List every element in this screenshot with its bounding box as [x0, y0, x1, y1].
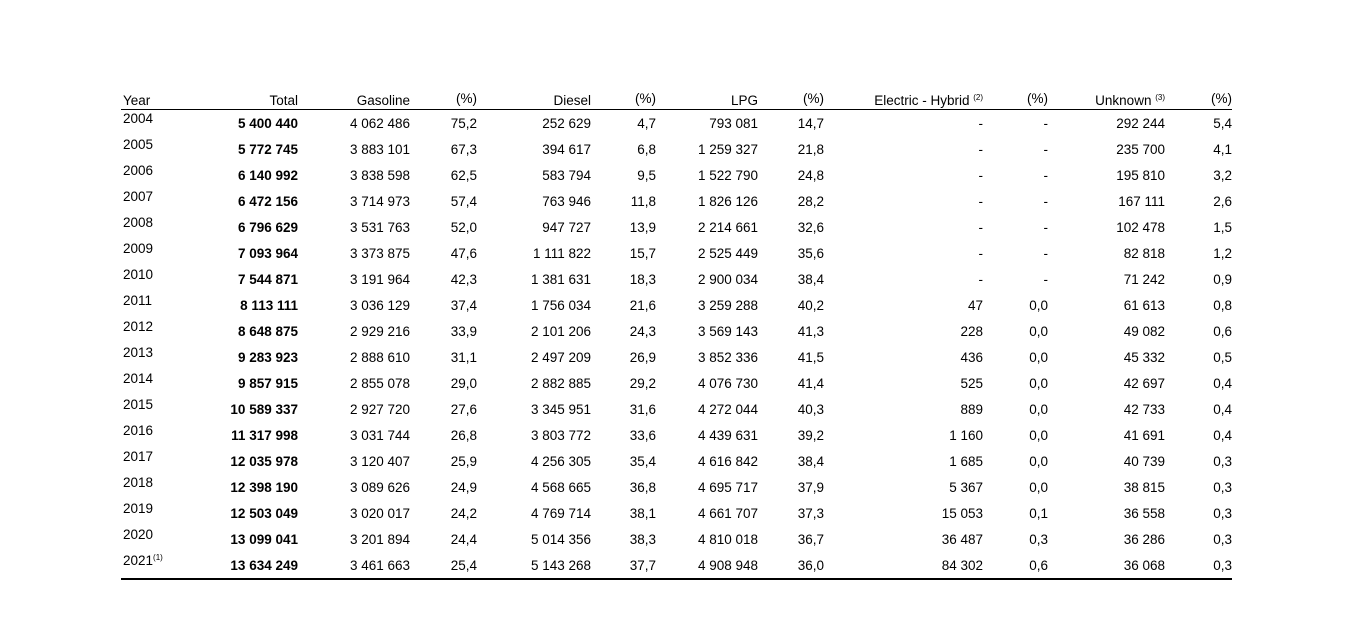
cell-lpg-pct: 24,8: [797, 167, 824, 183]
cell-total: 6 140 992: [237, 167, 298, 183]
cell-total: 8 648 875: [237, 323, 298, 339]
cell-lpg: 3 569 143: [697, 323, 758, 339]
table-row: [121, 552, 1232, 579]
cell-unknown-pct: 0,4: [1213, 375, 1232, 391]
cell-gasoline: 3 031 744: [349, 427, 410, 443]
cell-gasoline-pct: 25,4: [410, 552, 477, 579]
cell-year: [121, 448, 176, 474]
cell-total: 9 283 923: [237, 349, 298, 365]
cell-diesel: 4 568 665: [530, 479, 591, 495]
cell-unknown: 36 286: [1123, 531, 1165, 547]
cell-diesel: 5 143 268: [477, 552, 591, 579]
cell-year: [121, 552, 176, 579]
cell-lpg: 4 272 044: [697, 401, 758, 417]
cell-gasoline: 3 714 973: [349, 193, 410, 209]
year-label: 2008: [123, 215, 154, 230]
cell-gasoline: 3 120 407: [349, 453, 410, 469]
cell-unknown-pct: 1,2: [1213, 245, 1232, 261]
year-label: 2011: [123, 293, 153, 308]
cell-gasoline: 3 373 875: [349, 245, 410, 261]
cell-gasoline-pct: 24,2: [450, 505, 477, 521]
cell-unknown: 61 613: [1123, 297, 1165, 313]
cell-gasoline: 3 036 129: [349, 297, 410, 313]
cell-electric-hybrid: -: [978, 271, 983, 287]
cell-total: 11 317 998: [231, 427, 298, 443]
cell-lpg-pct: 38,4: [797, 453, 824, 469]
cell-total: 12 035 978: [230, 453, 298, 469]
cell-diesel: 2 497 209: [530, 349, 591, 365]
cell-gasoline-pct: 52,0: [450, 219, 477, 235]
cell-unknown: 235 700: [1116, 141, 1165, 157]
cell-electric-hybrid: 84 302: [824, 552, 983, 579]
header-electric-hybrid-footnote: (2): [973, 93, 983, 102]
header-electric-hybrid-label: Electric - Hybrid: [874, 93, 970, 108]
cell-lpg-pct: 36,7: [797, 531, 824, 547]
cell-electric-hybrid: -: [978, 219, 983, 235]
cell-diesel-pct: 31,6: [629, 401, 656, 417]
cell-lpg: 4 616 842: [697, 453, 758, 469]
cell-electric-hybrid: 1 160: [949, 427, 983, 443]
cell-gasoline: 3 883 101: [349, 141, 410, 157]
year-label: 2009: [123, 241, 154, 256]
cell-electric-pct: 0,0: [1029, 323, 1048, 339]
cell-year: [121, 344, 176, 370]
table-row: [121, 500, 1232, 526]
cell-total: 13 099 041: [230, 531, 298, 547]
cell-unknown: 42 697: [1123, 375, 1165, 391]
table-row: [121, 162, 1232, 188]
cell-electric-pct: 0,0: [1029, 401, 1048, 417]
cell-electric-pct: 0,1: [1029, 505, 1048, 521]
cell-gasoline-pct: 31,1: [450, 349, 477, 365]
cell-unknown-pct: 0,9: [1213, 271, 1232, 287]
cell-lpg: 1 259 327: [697, 141, 758, 157]
cell-year: [121, 214, 176, 240]
cell-lpg: 793 081: [709, 115, 758, 131]
header-lpg-pct: (%): [758, 86, 824, 108]
year-label: 2004: [123, 111, 154, 126]
cell-electric-pct: 0,6: [983, 552, 1048, 579]
cell-diesel-pct: 13,9: [629, 219, 656, 235]
cell-year: [121, 396, 176, 422]
cell-diesel: 947 727: [542, 219, 591, 235]
cell-total: 12 503 049: [230, 505, 298, 521]
cell-total: 8 113 111: [240, 297, 298, 313]
cell-gasoline-pct: 67,3: [450, 141, 477, 157]
cell-gasoline-pct: 62,5: [450, 167, 477, 183]
cell-gasoline-pct: 57,4: [450, 193, 477, 209]
cell-gasoline: 4 062 486: [349, 115, 410, 131]
cell-electric-hybrid: 1 685: [949, 453, 983, 469]
cell-unknown-pct: 1,5: [1213, 219, 1232, 235]
cell-gasoline: 3 461 663: [298, 552, 410, 579]
cell-unknown-pct: 0,3: [1213, 453, 1232, 469]
year-label: 2015: [123, 397, 154, 412]
cell-electric-pct: 0,0: [1029, 427, 1048, 443]
table-row: [121, 474, 1232, 500]
cell-lpg: 4 908 948: [656, 552, 758, 579]
cell-diesel-pct: 24,3: [629, 323, 656, 339]
cell-unknown-pct: 0,3: [1213, 505, 1232, 521]
cell-year: [121, 422, 176, 448]
cell-diesel-pct: 6,8: [637, 141, 656, 157]
cell-unknown: 38 815: [1123, 479, 1165, 495]
cell-gasoline-pct: 24,9: [450, 479, 477, 495]
table-row: [121, 448, 1232, 474]
cell-year: [121, 136, 176, 162]
cell-unknown-pct: 0,5: [1213, 349, 1232, 365]
year-label: 2018: [123, 475, 154, 490]
cell-total: 5 772 745: [237, 141, 298, 157]
cell-unknown: 167 111: [1118, 193, 1165, 209]
cell-electric-hybrid: 15 053: [941, 505, 983, 521]
cell-lpg-pct: 21,8: [797, 141, 824, 157]
cell-gasoline-pct: 25,9: [450, 453, 477, 469]
table-row: [121, 526, 1232, 552]
cell-gasoline: 3 191 964: [349, 271, 410, 287]
cell-unknown: 49 082: [1123, 323, 1165, 339]
cell-lpg: 4 439 631: [697, 427, 758, 443]
table-row: [121, 214, 1232, 240]
cell-year: [121, 162, 176, 188]
year-label: 2005: [123, 137, 154, 152]
cell-gasoline: 2 927 720: [349, 401, 410, 417]
table-row: [121, 136, 1232, 162]
cell-electric-hybrid: 889: [960, 401, 983, 417]
cell-diesel: 5 014 356: [530, 531, 591, 547]
cell-lpg: 2 525 449: [697, 245, 758, 261]
cell-electric-pct: -: [1043, 167, 1048, 183]
cell-unknown: 36 068: [1048, 552, 1165, 579]
table-row: [121, 292, 1232, 318]
year-footnote: (1): [153, 553, 163, 562]
cell-year: [121, 240, 176, 266]
cell-unknown-pct: 5,4: [1213, 115, 1232, 131]
cell-lpg: 4 076 730: [697, 375, 758, 391]
cell-electric-pct: -: [1043, 193, 1048, 209]
cell-unknown-pct: 4,1: [1213, 141, 1232, 157]
cell-lpg-pct: 41,4: [797, 375, 824, 391]
year-label: 2019: [123, 501, 154, 516]
cell-unknown-pct: 3,2: [1213, 167, 1232, 183]
vehicle-fuel-table: [121, 88, 1232, 580]
cell-lpg-pct: 38,4: [797, 271, 824, 287]
cell-diesel: 3 803 772: [530, 427, 591, 443]
header-diesel: Diesel: [477, 88, 591, 110]
cell-diesel: 2 101 206: [530, 323, 591, 339]
cell-gasoline-pct: 29,0: [450, 375, 477, 391]
header-unknown: [1048, 88, 1165, 110]
cell-unknown-pct: 0,4: [1213, 401, 1232, 417]
cell-diesel: 1 756 034: [530, 297, 591, 313]
cell-lpg-pct: 39,2: [797, 427, 824, 443]
cell-gasoline-pct: 24,4: [450, 531, 477, 547]
cell-lpg: 1 522 790: [697, 167, 758, 183]
cell-gasoline-pct: 27,6: [450, 401, 477, 417]
header-lpg: LPG: [656, 88, 758, 110]
table-row: [121, 240, 1232, 266]
cell-gasoline: 2 888 610: [349, 349, 410, 365]
cell-unknown: 36 558: [1123, 505, 1165, 521]
header-gasoline: Gasoline: [298, 88, 410, 110]
cell-diesel: 583 794: [542, 167, 591, 183]
cell-gasoline: 3 531 763: [349, 219, 410, 235]
cell-diesel-pct: 29,2: [629, 375, 656, 391]
year-label: 2010: [123, 267, 154, 282]
header-unknown-label: Unknown: [1095, 93, 1152, 108]
cell-diesel: 1 111 822: [532, 245, 591, 261]
year-label: 2006: [123, 163, 154, 178]
cell-unknown: 102 478: [1116, 219, 1165, 235]
cell-total: 6 796 629: [237, 219, 298, 235]
cell-lpg-pct: 37,3: [797, 505, 824, 521]
cell-gasoline: 2 929 216: [349, 323, 410, 339]
header-row: [121, 88, 1232, 110]
cell-gasoline: 2 855 078: [349, 375, 410, 391]
cell-unknown: 45 332: [1123, 349, 1165, 365]
header-total: Total: [176, 88, 298, 110]
cell-year: [121, 188, 176, 214]
cell-year: [121, 318, 176, 344]
cell-lpg-pct: 36,0: [758, 552, 824, 579]
cell-diesel-pct: 11,8: [630, 193, 656, 209]
cell-year: [121, 500, 176, 526]
cell-lpg: 4 810 018: [697, 531, 758, 547]
cell-electric-hybrid: 436: [960, 349, 983, 365]
header-diesel-pct: (%): [591, 86, 656, 108]
cell-diesel: 394 617: [542, 141, 591, 157]
cell-unknown-pct: 0,3: [1213, 479, 1232, 495]
cell-diesel-pct: 33,6: [629, 427, 656, 443]
cell-gasoline-pct: 75,2: [450, 115, 477, 131]
cell-gasoline-pct: 42,3: [450, 271, 477, 287]
cell-electric-hybrid: 5 367: [949, 479, 983, 495]
cell-electric-hybrid: 36 487: [941, 531, 983, 547]
cell-unknown: 292 244: [1116, 115, 1165, 131]
cell-diesel: 763 946: [542, 193, 591, 209]
table-row: [121, 370, 1232, 396]
cell-gasoline: 3 020 017: [349, 505, 410, 521]
cell-lpg-pct: 35,6: [797, 245, 824, 261]
table-body: [121, 110, 1232, 580]
cell-gasoline: 3 201 894: [349, 531, 410, 547]
year-label: 2020: [123, 527, 154, 542]
cell-diesel-pct: 36,8: [629, 479, 656, 495]
cell-unknown-pct: 0,8: [1213, 297, 1232, 313]
cell-lpg: 2 900 034: [697, 271, 758, 287]
cell-total: 9 857 915: [237, 375, 298, 391]
header-year: Year: [121, 88, 176, 110]
cell-lpg-pct: 41,5: [797, 349, 824, 365]
cell-diesel: 4 769 714: [530, 505, 591, 521]
cell-year: [121, 266, 176, 292]
cell-diesel: 1 381 631: [530, 271, 591, 287]
cell-year: [121, 474, 176, 500]
cell-year: [121, 292, 176, 318]
year-label: 2014: [123, 371, 154, 386]
cell-electric-hybrid: -: [978, 115, 983, 131]
cell-unknown: 42 733: [1123, 401, 1165, 417]
cell-electric-pct: 0,3: [1029, 531, 1048, 547]
cell-total: 6 472 156: [237, 193, 298, 209]
cell-total: 12 398 190: [230, 479, 298, 495]
table-row: [121, 110, 1232, 137]
cell-diesel-pct: 38,1: [629, 505, 656, 521]
cell-electric-pct: 0,0: [1029, 479, 1048, 495]
cell-lpg-pct: 32,6: [797, 219, 824, 235]
year-label: 2021: [123, 553, 154, 568]
header-electric-hybrid: [824, 88, 983, 110]
header-unknown-footnote: (3): [1155, 93, 1165, 102]
cell-electric-hybrid: -: [978, 245, 983, 261]
cell-gasoline-pct: 37,4: [450, 297, 477, 313]
cell-unknown: 71 242: [1123, 271, 1165, 287]
year-label: 2016: [123, 423, 154, 438]
cell-lpg-pct: 40,3: [797, 401, 824, 417]
header-gasoline-pct: (%): [410, 86, 477, 108]
cell-diesel: 3 345 951: [530, 401, 591, 417]
cell-unknown: 40 739: [1123, 453, 1165, 469]
cell-total: 5 400 440: [237, 115, 298, 131]
cell-unknown-pct: 0,3: [1213, 531, 1232, 547]
cell-diesel: 2 882 885: [530, 375, 591, 391]
cell-gasoline: 3 838 598: [349, 167, 410, 183]
cell-unknown-pct: 0,4: [1213, 427, 1232, 443]
cell-unknown-pct: 0,6: [1213, 323, 1232, 339]
table-row: [121, 188, 1232, 214]
cell-lpg: 4 695 717: [697, 479, 758, 495]
cell-unknown: 82 818: [1123, 245, 1165, 261]
cell-unknown-pct: 2,6: [1213, 193, 1232, 209]
year-label: 2017: [123, 449, 154, 464]
cell-diesel-pct: 15,7: [629, 245, 656, 261]
cell-electric-pct: 0,0: [1029, 349, 1048, 365]
cell-total: 7 093 964: [237, 245, 298, 261]
cell-gasoline: 3 089 626: [349, 479, 410, 495]
header-unknown-pct: (%): [1165, 86, 1232, 108]
cell-unknown-pct: 0,3: [1165, 552, 1232, 579]
cell-unknown: 195 810: [1116, 167, 1165, 183]
cell-electric-hybrid: 47: [967, 297, 983, 313]
cell-diesel-pct: 37,7: [591, 552, 656, 579]
cell-lpg: 1 826 126: [697, 193, 758, 209]
cell-electric-pct: 0,0: [1029, 297, 1048, 313]
cell-electric-hybrid: 525: [960, 375, 983, 391]
year-label: 2012: [123, 319, 154, 334]
cell-gasoline-pct: 47,6: [450, 245, 477, 261]
cell-electric-pct: -: [1043, 141, 1048, 157]
cell-total: 13 634 249: [176, 552, 298, 579]
cell-electric-pct: -: [1043, 115, 1048, 131]
cell-diesel-pct: 4,7: [637, 115, 656, 131]
cell-electric-hybrid: -: [978, 141, 983, 157]
cell-lpg-pct: 37,9: [797, 479, 824, 495]
cell-lpg-pct: 28,2: [797, 193, 824, 209]
table-row: [121, 396, 1232, 422]
cell-lpg: 3 259 288: [697, 297, 758, 313]
cell-diesel-pct: 9,5: [637, 167, 656, 183]
cell-total: 7 544 871: [237, 271, 298, 287]
year-label: 2007: [123, 189, 154, 204]
cell-electric-pct: 0,0: [1029, 453, 1048, 469]
cell-diesel-pct: 38,3: [629, 531, 656, 547]
table-row: [121, 344, 1232, 370]
table-row: [121, 318, 1232, 344]
cell-electric-hybrid: -: [978, 167, 983, 183]
cell-diesel-pct: 18,3: [629, 271, 656, 287]
cell-year: [121, 370, 176, 396]
table-row: [121, 422, 1232, 448]
cell-lpg: 4 661 707: [697, 505, 758, 521]
header-electric-pct: (%): [983, 86, 1048, 108]
cell-lpg-pct: 14,7: [797, 115, 824, 131]
cell-unknown: 41 691: [1123, 427, 1165, 443]
cell-total: 10 589 337: [230, 401, 298, 417]
cell-lpg-pct: 41,3: [797, 323, 824, 339]
cell-lpg-pct: 40,2: [797, 297, 824, 313]
cell-year: [121, 526, 176, 552]
cell-diesel-pct: 26,9: [629, 349, 656, 365]
cell-year: [121, 110, 176, 137]
cell-diesel-pct: 21,6: [629, 297, 656, 313]
cell-electric-pct: -: [1043, 271, 1048, 287]
cell-electric-pct: 0,0: [1029, 375, 1048, 391]
cell-gasoline-pct: 26,8: [450, 427, 477, 443]
cell-electric-hybrid: -: [978, 193, 983, 209]
cell-lpg: 2 214 661: [697, 219, 758, 235]
table-row: [121, 266, 1232, 292]
cell-diesel: 252 629: [542, 115, 591, 131]
cell-diesel: 4 256 305: [530, 453, 591, 469]
cell-electric-pct: -: [1043, 245, 1048, 261]
cell-electric-hybrid: 228: [960, 323, 983, 339]
year-label: 2013: [123, 345, 154, 360]
cell-diesel-pct: 35,4: [629, 453, 656, 469]
cell-gasoline-pct: 33,9: [450, 323, 477, 339]
cell-electric-pct: -: [1043, 219, 1048, 235]
cell-lpg: 3 852 336: [697, 349, 758, 365]
